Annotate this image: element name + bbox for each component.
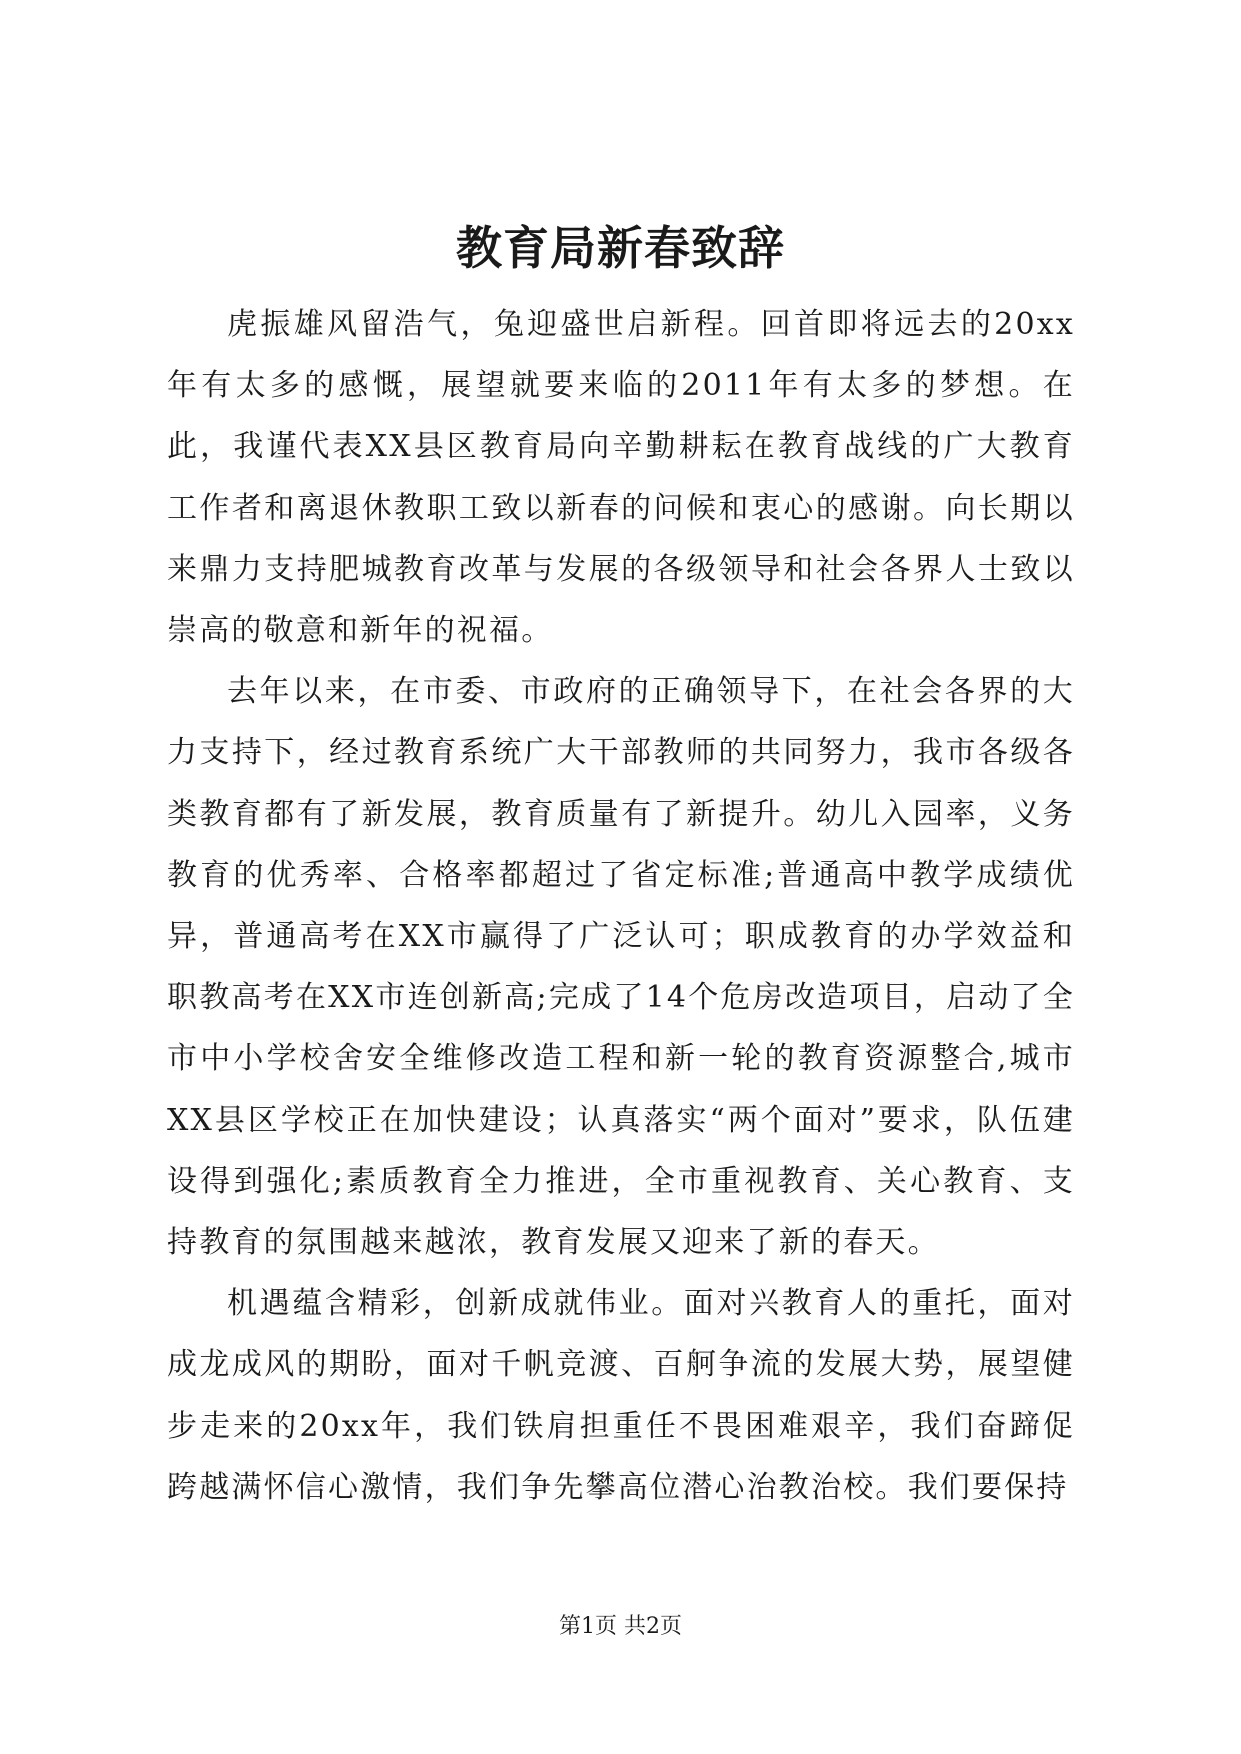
page-number-footer: 第1页 共2页 [559, 1614, 682, 1639]
paragraph-1: 虎振雄风留浩气，兔迎盛世启新程。回首即将远去的20xx年有太多的感慨，展望就要来临的2011年有太多的梦想。在此，我谨代表XX县区教育局向辛勤耕耘在教育战线的广大教育工作者和离退休教职工致以新春的问候和衷心的感谢。向长期以来鼎力支持肥城教育改革与发展的各级领导和社会各界人士致以崇高的敬意和新年的祝福。 [167, 307, 1075, 649]
page-title: 教育局新春致辞 [456, 221, 785, 275]
paragraph-3: 机遇蕴含精彩，创新成就伟业。面对兴教育人的重托，面对成龙成风的期盼，面对千帆竞渡、百舸争流的发展大势，展望健步走来的20xx年，我们铁肩担重任不畏困难艰辛，我们奋蹄促跨越满怀信心激情，我们争先攀高位潜心治教治校。我们要保持 [167, 1286, 1075, 1505]
document-body [167, 294, 1075, 1518]
paragraph-2: 去年以来，在市委、市政府的正确领导下，在社会各界的大力支持下，经过教育系统广大干部教师的共同努力，我市各级各类教育都有了新发展，教育质量有了新提升。幼儿入园率，义务教育的优秀率、合格率都超过了省定标准;普通高中教学成绩优异，普通高考在XX市赢得了广泛认可；职成教育的办学效益和职教高考在XX市连创新高;完成了14个危房改造项目，启动了全市中小学校舍安全维修改造工程和新一轮的教育资源整合,城市XX县区学校正在加快建设；认真落实“两个面对”要求，队伍建设得到强化;素质教育全力推进，全市重视教育、关心教育、支持教育的氛围越来越浓，教育发展又迎来了新的春天。 [167, 674, 1075, 1261]
